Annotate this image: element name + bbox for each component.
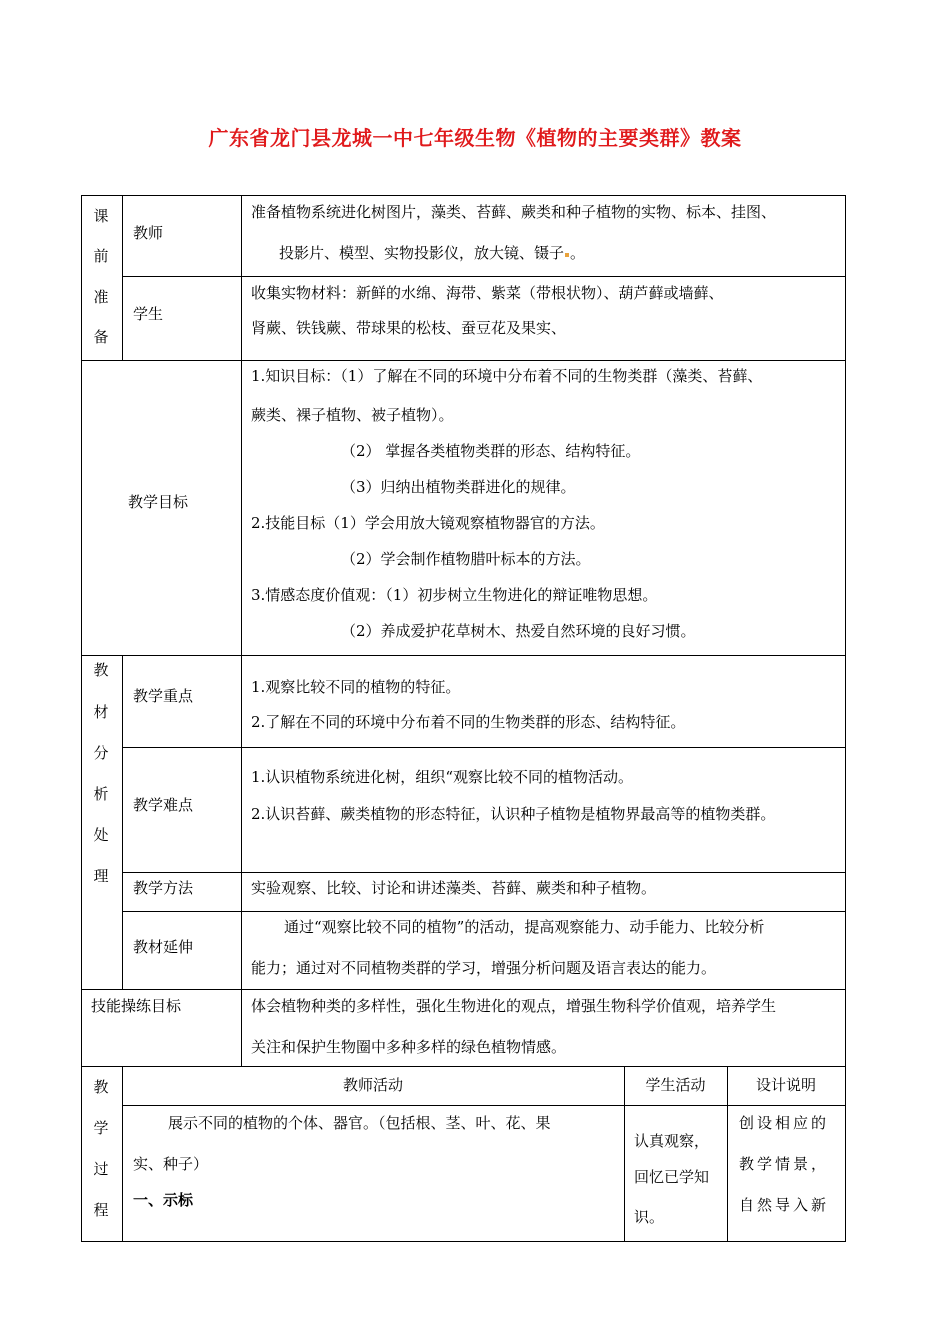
difficult-point-line: 1.认识植物系统进化树，组织“观察比较不同的植物活动。 bbox=[251, 768, 633, 786]
lesson-plan-table bbox=[81, 195, 845, 1241]
objective-line: 蕨类、裸子植物、被子植物）。 bbox=[251, 406, 454, 424]
column-header-student-activity: 学生活动 bbox=[645, 1076, 706, 1094]
mark-dot bbox=[565, 253, 569, 257]
prep-section-char: 准 bbox=[93, 288, 109, 306]
design-note-line: 创设相应的 bbox=[739, 1114, 830, 1132]
rule-analysis-end bbox=[81, 989, 845, 990]
objective-line: （2）养成爱护花草树木、热爱自然环境的良好习惯。 bbox=[341, 622, 696, 640]
analysis-section-char: 析 bbox=[93, 785, 109, 803]
column-header-teacher-activity: 教师活动 bbox=[342, 1076, 403, 1094]
objective-line: （2） 掌握各类植物类群的形态、结构特征。 bbox=[341, 442, 641, 460]
analysis-section-char: 分 bbox=[93, 744, 109, 762]
teacher-prep-line: 准备植物系统进化树图片，藻类、苔藓、蕨类和种子植物的实物、标本、挂图、 bbox=[251, 203, 777, 221]
analysis-section-char: 处 bbox=[93, 826, 109, 844]
design-note-line: 教学情景， bbox=[739, 1155, 830, 1173]
objective-line: （3）归纳出植物类群进化的规律。 bbox=[341, 478, 576, 496]
table-border-bottom bbox=[81, 1241, 846, 1242]
key-points-label: 教学重点 bbox=[133, 687, 194, 705]
design-note-line: 自然导入新 bbox=[739, 1196, 830, 1214]
key-point-line: 1.观察比较不同的植物的特征。 bbox=[251, 678, 461, 696]
teacher-label: 教师 bbox=[133, 224, 164, 242]
skills-line: 体会植物种类的多样性，强化生物进化的观点，增强生物科学价值观，培养学生 bbox=[251, 997, 777, 1015]
rule-method-end bbox=[122, 911, 845, 912]
student-activity-line: 回忆已学知 bbox=[634, 1168, 710, 1186]
table-border-right bbox=[845, 195, 846, 1242]
extension-line: 能力；通过对不同植物类群的学习，增强分析问题及语言表达的能力。 bbox=[251, 959, 717, 977]
column-header-design-notes: 设计说明 bbox=[755, 1076, 816, 1094]
objective-line: 3.情感态度价值观：（1）初步树立生物进化的辩证唯物思想。 bbox=[251, 586, 658, 604]
analysis-section-char: 教 bbox=[93, 661, 109, 679]
prep-section-char: 前 bbox=[93, 247, 109, 265]
objective-line: 1.知识目标：（1）了解在不同的环境中分布着不同的生物类群（藻类、苔藓、 bbox=[251, 367, 763, 385]
student-prep-line: 肾蕨、铁钱蕨、带球果的松枝、蚕豆花及果实、 bbox=[251, 319, 567, 337]
teacher-activity-line: 展示不同的植物的个体、器官。（包括根、茎、叶、花、果 bbox=[168, 1114, 551, 1132]
difficult-points-label: 教学难点 bbox=[133, 796, 194, 814]
process-section-char: 学 bbox=[93, 1119, 109, 1137]
page-title: 广东省龙门县龙城一中七年级生物《植物的主要类群》教案 bbox=[208, 126, 742, 150]
rule-objectives-end bbox=[81, 655, 845, 656]
objective-line: 2.技能目标（1）学会用放大镜观察植物器官的方法。 bbox=[251, 514, 605, 532]
teacher-activity-line: 实、种子） bbox=[133, 1155, 209, 1173]
analysis-section-char: 理 bbox=[93, 867, 109, 885]
rule-difficult-end bbox=[122, 872, 845, 873]
rule-process-header bbox=[122, 1105, 845, 1106]
rule-analysis-section-col bbox=[122, 655, 123, 989]
rule-skills-end bbox=[81, 1066, 845, 1067]
prep-section-char: 备 bbox=[93, 328, 109, 346]
teacher-prep-line: 投影片、模型、实物投影仪，放大镜、镊子 。 bbox=[279, 244, 586, 262]
rule-prep-end bbox=[81, 360, 845, 361]
table-border-top bbox=[81, 195, 845, 196]
student-activity-line: 认真观察， bbox=[634, 1132, 710, 1150]
prep-section-char: 课 bbox=[93, 207, 109, 225]
analysis-section-char: 材 bbox=[93, 703, 109, 721]
key-point-line: 2.了解在不同的环境中分布着不同的生物类群的形态、结构特征。 bbox=[251, 713, 686, 731]
objectives-label: 教学目标 bbox=[128, 493, 189, 511]
student-label: 学生 bbox=[133, 305, 164, 323]
teaching-method-label: 教学方法 bbox=[133, 879, 194, 897]
skills-label: 技能操练目标 bbox=[91, 997, 182, 1015]
student-prep-line: 收集实物材料：新鲜的水绵、海带、紫菜（带根状物）、葫芦藓或墙藓、 bbox=[251, 284, 724, 302]
teacher-activity-heading: 一、示标 bbox=[133, 1191, 194, 1209]
rule-key-end bbox=[122, 747, 845, 748]
objective-line: （2）学会制作植物腊叶标本的方法。 bbox=[341, 550, 591, 568]
process-section-char: 程 bbox=[93, 1201, 109, 1219]
process-section-char: 教 bbox=[93, 1078, 109, 1096]
extension-label: 教材延伸 bbox=[133, 938, 194, 956]
student-activity-line: 识。 bbox=[634, 1208, 665, 1226]
rule-label-col bbox=[241, 195, 242, 1066]
skills-line: 关注和保护生物圈中多种多样的绿色植物情感。 bbox=[251, 1038, 567, 1056]
process-section-char: 过 bbox=[93, 1160, 109, 1178]
difficult-point-line: 2.认识苔藓、蕨类植物的形态特征，认识种子植物是植物界最高等的植物类群。 bbox=[251, 805, 776, 823]
extension-line: 通过“观察比较不同的植物”的活动，提高观察能力、动手能力、比较分析 bbox=[284, 918, 765, 936]
rule-prep-section-col bbox=[122, 195, 123, 360]
teaching-method-text: 实验观察、比较、讨论和讲述藻类、苔藓、蕨类和种子植物。 bbox=[251, 879, 657, 897]
rule-prep-mid bbox=[122, 276, 845, 277]
